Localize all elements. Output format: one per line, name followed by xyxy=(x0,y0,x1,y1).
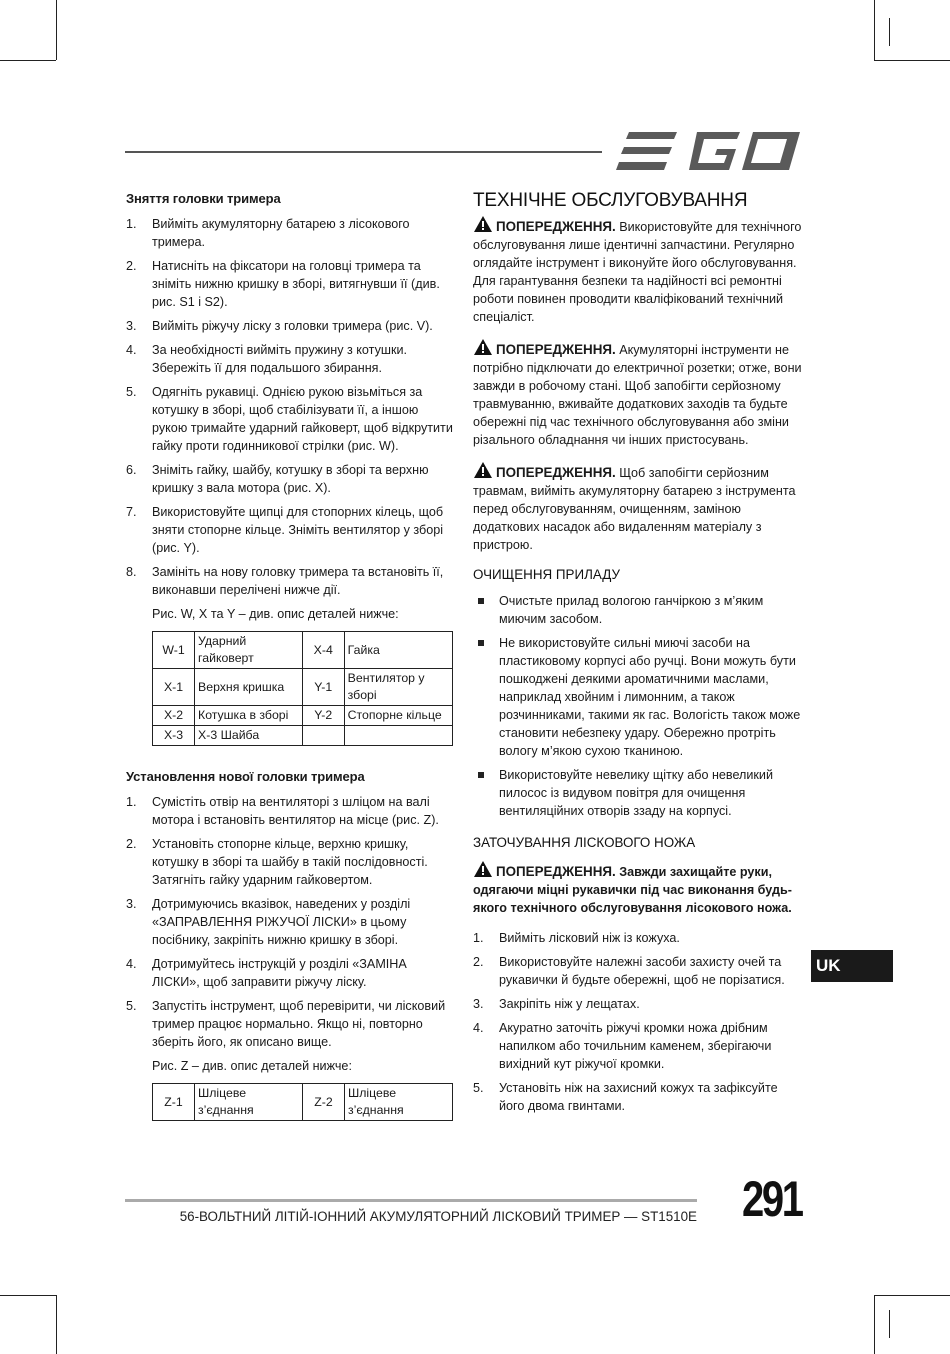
sharpening-steps xyxy=(473,929,803,1115)
step-number: 6. xyxy=(126,463,137,477)
part-code: Y-2 xyxy=(302,706,344,726)
list-item xyxy=(473,929,803,947)
step-text: За необхідності вийміть пружину з котушки. Збережіть її для подальшого збирання. xyxy=(152,343,408,375)
bullet-icon xyxy=(478,772,484,778)
step-number: 7. xyxy=(126,505,137,519)
part-name: X-3 Шайба xyxy=(195,726,303,746)
step-number: 5. xyxy=(473,1081,484,1095)
step-text: Натисніть на фіксатори на головці тримера та зніміть нижню кришку в зборі, витягнувши її (див. рис. S1 і S2). xyxy=(152,259,440,309)
removal-note: Рис. W, X та Y – див. опис деталей нижче: xyxy=(152,607,399,621)
sharpening-warning xyxy=(473,860,803,917)
warning-label: ПОПЕРЕДЖЕННЯ. xyxy=(496,342,616,357)
step-text: Дотримуючись вказівок, наведених у розділі «ЗАПРАВЛЕННЯ РІЖУЧОЇ ЛІСКИ» в цьому посібнику, закріпіть нижню кришку в зборі. xyxy=(152,897,411,947)
list-item xyxy=(473,995,803,1013)
warning-text: Акумуляторні інструменти не потрібно підключати до електричної розетки; отже, вони завжди в робочому стані. Щоб запобігти серйозному травмуванню, вживайте додаткових заходів та будьте обережні під час технічного обслуговування або зміни різального обладнання чи інших пристосувань. xyxy=(473,343,802,447)
warning-triangle-icon xyxy=(473,215,493,233)
table-row xyxy=(153,1084,453,1121)
step-text: Одягніть рукавиці. Однією рукою візьміться за котушку в зборі, щоб стабілізувати її, а іншою рукою тримайте ударний гайковерт, щоб відкрутити гайку проти годинникової стрілки (рис. W). xyxy=(152,385,453,453)
parts-table-wxy xyxy=(152,631,453,746)
list-item xyxy=(126,341,456,377)
install-note: Рис. Z – див. опис деталей нижче: xyxy=(152,1059,352,1073)
step-text: Зніміть гайку, шайбу, котушку в зборі та верхню кришку з вала мотора (рис. X). xyxy=(152,463,429,495)
warning-block xyxy=(473,461,803,554)
warnings xyxy=(473,215,803,554)
crop-mark xyxy=(874,1295,875,1354)
list-item xyxy=(473,953,803,989)
part-code xyxy=(302,726,344,746)
part-code: W-1 xyxy=(153,632,195,669)
step-text: Установіть стопорне кільце, верхню кришку, котушку в зборі та шайбу в такій послідовності. Затягніть гайку ударним гайковертом. xyxy=(152,837,428,887)
crop-mark xyxy=(874,0,875,60)
step-text: Вийміть акумуляторну батарею з лісокового тримера. xyxy=(152,217,410,249)
warning-text: Щоб запобігти серйозним травмам, вийміть акумуляторну батарею з інструмента перед обслуговуванням, очищенням, заміною додаткових насадок або видаленням матеріалу з пристрою. xyxy=(473,466,796,552)
list-item xyxy=(126,955,456,991)
list-item xyxy=(126,997,456,1051)
step-text: Закріпіть ніж у лещатах. xyxy=(499,997,640,1011)
warning-triangle-icon xyxy=(473,860,493,878)
list-item xyxy=(126,383,456,455)
part-name: Шліцеве з’єднання xyxy=(194,1084,302,1121)
step-text: Установіть ніж на захисний кожух та зафіксуйте його двома гвинтами. xyxy=(499,1081,778,1113)
list-item xyxy=(126,215,456,251)
part-name: Вентилятор у зборі xyxy=(344,669,452,706)
list-item xyxy=(126,503,456,557)
step-text: Вийміть лісковий ніж із кожуха. xyxy=(499,931,680,945)
table-row xyxy=(153,706,453,726)
list-item xyxy=(126,895,456,949)
warning-label: ПОПЕРЕДЖЕННЯ. xyxy=(496,219,616,234)
part-name: Стопорне кільце xyxy=(344,706,452,726)
step-number: 1. xyxy=(473,931,484,945)
left-column xyxy=(126,190,456,1121)
part-code: X-3 xyxy=(153,726,195,746)
crop-mark xyxy=(874,1295,950,1296)
footer-title: 56-ВОЛЬТНИЙ ЛІТІЙ-ІОННИЙ АКУМУЛЯТОРНИЙ ЛІСКОВИЙ ТРИМЕР — ST1510E xyxy=(179,1209,697,1224)
step-number: 1. xyxy=(126,795,137,809)
page-number: 291 xyxy=(742,1171,802,1227)
warning-triangle-icon xyxy=(473,461,493,479)
step-number: 5. xyxy=(126,999,137,1013)
step-number: 3. xyxy=(126,897,137,911)
maintenance-title: ТЕХНІЧНЕ ОБСЛУГОВУВАННЯ xyxy=(473,190,748,211)
list-item xyxy=(473,766,803,820)
list-item xyxy=(126,793,456,829)
crop-mark xyxy=(874,60,950,61)
step-number: 3. xyxy=(473,997,484,1011)
list-item xyxy=(126,835,456,889)
crop-mark xyxy=(56,1295,57,1354)
warning-label: ПОПЕРЕДЖЕННЯ. xyxy=(496,864,616,879)
item-text: Використовуйте невелику щітку або невеликий пилосос із видувом повітря для очищення вентиляційних отворів ззаду на корпусі. xyxy=(499,768,774,818)
crop-mark xyxy=(889,1310,890,1338)
warning-text: Використовуйте для технічного обслуговування лише ідентичні запчастини. Регулярно оглядайте інструмент і виконуйте його обслуговування. Для гарантування безпеки та надійності всі ремонтні роботи повинен проводити кваліфікований технічний спеціаліст. xyxy=(473,220,802,324)
step-number: 4. xyxy=(126,343,137,357)
step-text: Вийміть ріжучу ліску з головки тримера (рис. V). xyxy=(152,319,433,333)
bullet-icon xyxy=(478,598,484,604)
language-tab: UK xyxy=(811,950,893,982)
step-number: 2. xyxy=(126,837,137,851)
footer-rule xyxy=(125,1199,697,1202)
crop-mark xyxy=(889,18,890,46)
crop-mark xyxy=(0,60,56,61)
table-row xyxy=(153,632,453,669)
right-column xyxy=(473,190,803,1121)
crop-mark xyxy=(56,0,57,60)
warning-triangle-icon xyxy=(473,338,493,356)
list-item xyxy=(126,317,456,335)
part-code: Z-2 xyxy=(302,1084,344,1121)
step-number: 5. xyxy=(126,385,137,399)
step-number: 8. xyxy=(126,565,137,579)
install-steps xyxy=(126,793,456,1051)
header-rule xyxy=(125,151,602,153)
parts-table-z xyxy=(152,1083,453,1121)
table-row xyxy=(153,669,453,706)
step-text: Акуратно заточіть ріжучі кромки ножа дрібним напилком або точильним каменем, зберігаючи вихідний кут ріжучої кромки. xyxy=(499,1021,772,1071)
removal-steps xyxy=(126,215,456,599)
step-number: 3. xyxy=(126,319,137,333)
part-name: Шліцеве з’єднання xyxy=(344,1084,452,1121)
step-number: 1. xyxy=(126,217,137,231)
crop-mark xyxy=(0,1295,56,1296)
list-item xyxy=(473,634,803,760)
install-title: Установлення нової головки тримера xyxy=(126,769,365,784)
part-name: Котушка в зборі xyxy=(195,706,303,726)
part-code: X-4 xyxy=(302,632,344,669)
step-number: 4. xyxy=(473,1021,484,1035)
item-text: Не використовуйте сильні миючі засоби на пластиковому корпусі або ручці. Вони можуть бути пошкоджені деякими ароматичними маслами, наприклад хвойним і лимонним, а також розчинниками, такими як гас. Вологість також може становити небезпеку удару. Обережно протріть вологу м’якою сухою тканиною. xyxy=(499,636,801,758)
step-text: Сумістіть отвір на вентиляторі з шліцом на валі мотора і встановіть вентилятор на місце (рис. Z). xyxy=(152,795,439,827)
warning-text: Завжди захищайте руки, одягаючи міцні рукавички під час виконання будь-якого технічного обслуговування лісокового ножа. xyxy=(473,865,792,915)
step-number: 2. xyxy=(126,259,137,273)
bullet-icon xyxy=(478,640,484,646)
part-code: Z-1 xyxy=(153,1084,195,1121)
step-text: Використовуйте щипці для стопорних кілець, щоб зняти стопорне кільце. Зніміть вентилятор у зборі (рис. Y). xyxy=(152,505,444,555)
part-name xyxy=(344,726,452,746)
warning-block xyxy=(473,215,803,326)
list-item xyxy=(473,1079,803,1115)
list-item xyxy=(126,461,456,497)
list-item xyxy=(473,1019,803,1073)
warning-label: ПОПЕРЕДЖЕННЯ. xyxy=(496,465,616,480)
step-number: 4. xyxy=(126,957,137,971)
list-item xyxy=(126,257,456,311)
step-text: Використовуйте належні засоби захисту очей та рукавички й будьте обережні, щоб не порізатися. xyxy=(499,955,785,987)
step-text: Замініть на нову головку тримера та встановіть її, виконавши перелічені нижче дії. xyxy=(152,565,444,597)
list-item xyxy=(126,563,456,599)
part-code: X-2 xyxy=(153,706,195,726)
part-name: Гайка xyxy=(344,632,452,669)
part-code: X-1 xyxy=(153,669,195,706)
step-text: Запустіть інструмент, щоб перевірити, чи лісковий тример працює нормально. Якщо ні, повторно зберіть його, як описано вище. xyxy=(152,999,446,1049)
step-number: 2. xyxy=(473,955,484,969)
cleaning-list xyxy=(473,592,803,820)
part-name: Верхня кришка xyxy=(195,669,303,706)
step-text: Дотримуйтесь інструкцій у розділі «ЗАМІНА ЛІСКИ», щоб заправити ріжучу ліску. xyxy=(152,957,407,989)
part-code: Y-1 xyxy=(302,669,344,706)
removal-title: Зняття головки тримера xyxy=(126,191,281,206)
part-name: Ударний гайковерт xyxy=(195,632,303,669)
item-text: Очистьте прилад вологою ганчіркою з м’яким миючим засобом. xyxy=(499,594,764,626)
sharpening-title: ЗАТОЧУВАННЯ ЛІСКОВОГО НОЖА xyxy=(473,835,696,850)
list-item xyxy=(473,592,803,628)
cleaning-title: ОЧИЩЕННЯ ПРИЛАДУ xyxy=(473,567,620,582)
warning-block xyxy=(473,338,803,449)
table-row xyxy=(153,726,453,746)
ego-logo xyxy=(615,128,805,174)
